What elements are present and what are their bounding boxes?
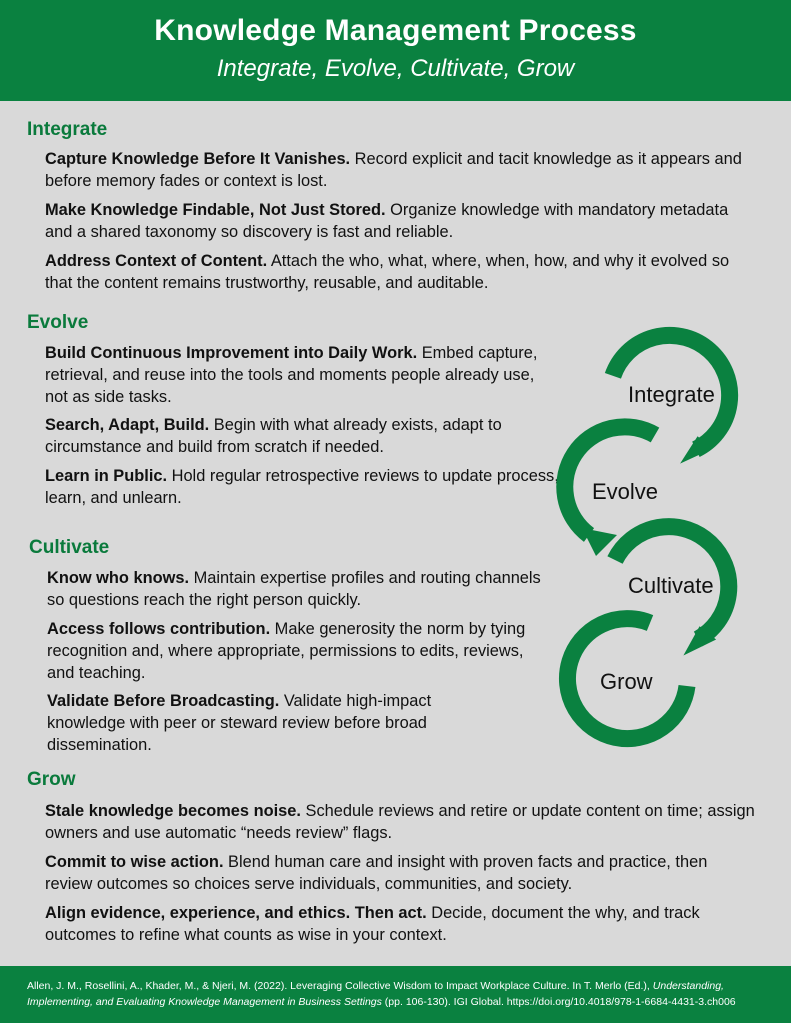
cycle-label-evolve: Evolve [592, 479, 659, 504]
item-title: Know who knows. [47, 569, 190, 587]
item-text: Validate high-impact knowledge with peer or steward review before broad dissemination. [47, 692, 432, 754]
item-text: Schedule reviews and retire or update content on time; assign owners and use automatic “needs review” flags. [45, 802, 755, 842]
item-text: Maintain expertise profiles and routing channels so questions reach the right person quickly. [47, 569, 541, 609]
citation-book-title: Understanding, Implementing, and Evaluating Knowledge Management in Business Settings [27, 980, 724, 1008]
item-text: Make generosity the norm by tying recognition and, where appropriate, permissions to edits, reviews, and teaching. [47, 620, 526, 682]
item-text: Embed capture, retrieval, and reuse into the tools and moments people already use, not as side tasks. [45, 344, 538, 406]
item-text: Hold regular retrospective reviews to update process, learn, and unlearn. [45, 467, 559, 507]
item-text: Attach the who, what, where, when, how, and why it evolved so that the content remains trustworthy, reusable, and auditable. [45, 252, 730, 292]
item-text: Organize knowledge with mandatory metadata and a shared taxonomy so discovery is fast and reliable. [45, 201, 729, 241]
section-heading-cultivate: Cultivate [29, 537, 110, 558]
item-title: Access follows contribution. [47, 620, 271, 638]
page-subtitle: Integrate, Evolve, Cultivate, Grow [216, 55, 575, 82]
cycle-label-integrate: Integrate [628, 382, 715, 407]
section-heading-grow: Grow [27, 769, 76, 790]
item-title: Capture Knowledge Before It Vanishes. [45, 150, 351, 168]
citation [27, 978, 772, 1010]
item-title: Validate Before Broadcasting. [47, 692, 280, 710]
item-text: Begin with what already exists, adapt to circumstance and build from scratch if needed. [45, 416, 502, 456]
item-text: Record explicit and tacit knowledge as it appears and before memory fades or context is lost. [45, 150, 742, 190]
item-title: Align evidence, experience, and ethics. Then act. [45, 904, 427, 922]
item-text: Blend human care and insight with proven facts and practice, then review outcomes so choices serve individuals, communities, and society. [45, 853, 708, 893]
item-title: Build Continuous Improvement into Daily Work. [45, 344, 418, 362]
item-title: Commit to wise action. [45, 853, 224, 871]
item-title: Address Context of Content. [45, 252, 268, 270]
citation-authors: Allen, J. M., Rosellini, A., Khader, M., & Njeri, M. (2022). Leveraging Collective Wisdom to Impact Workplace Culture. In T. Merlo (Ed.), [27, 980, 653, 992]
item-title: Search, Adapt, Build. [45, 416, 210, 434]
footer-citation-bar [0, 966, 791, 1023]
item-text: Decide, document the why, and track outcomes to refine what counts as wise in your context. [45, 904, 700, 944]
item-title: Stale knowledge becomes noise. [45, 802, 301, 820]
citation-publisher: (pp. 106-130). IGI Global. https://doi.org/10.4018/978-1-6684-4431-3.ch006 [381, 996, 736, 1008]
item-title: Learn in Public. [45, 467, 168, 485]
item-title: Make Knowledge Findable, Not Just Stored. [45, 201, 386, 219]
cycle-label-grow: Grow [600, 669, 653, 694]
cycle-label-cultivate: Cultivate [628, 573, 714, 598]
page-title: Knowledge Management Process [154, 14, 637, 47]
section-heading-integrate: Integrate [27, 119, 108, 140]
section-heading-evolve: Evolve [27, 312, 89, 333]
